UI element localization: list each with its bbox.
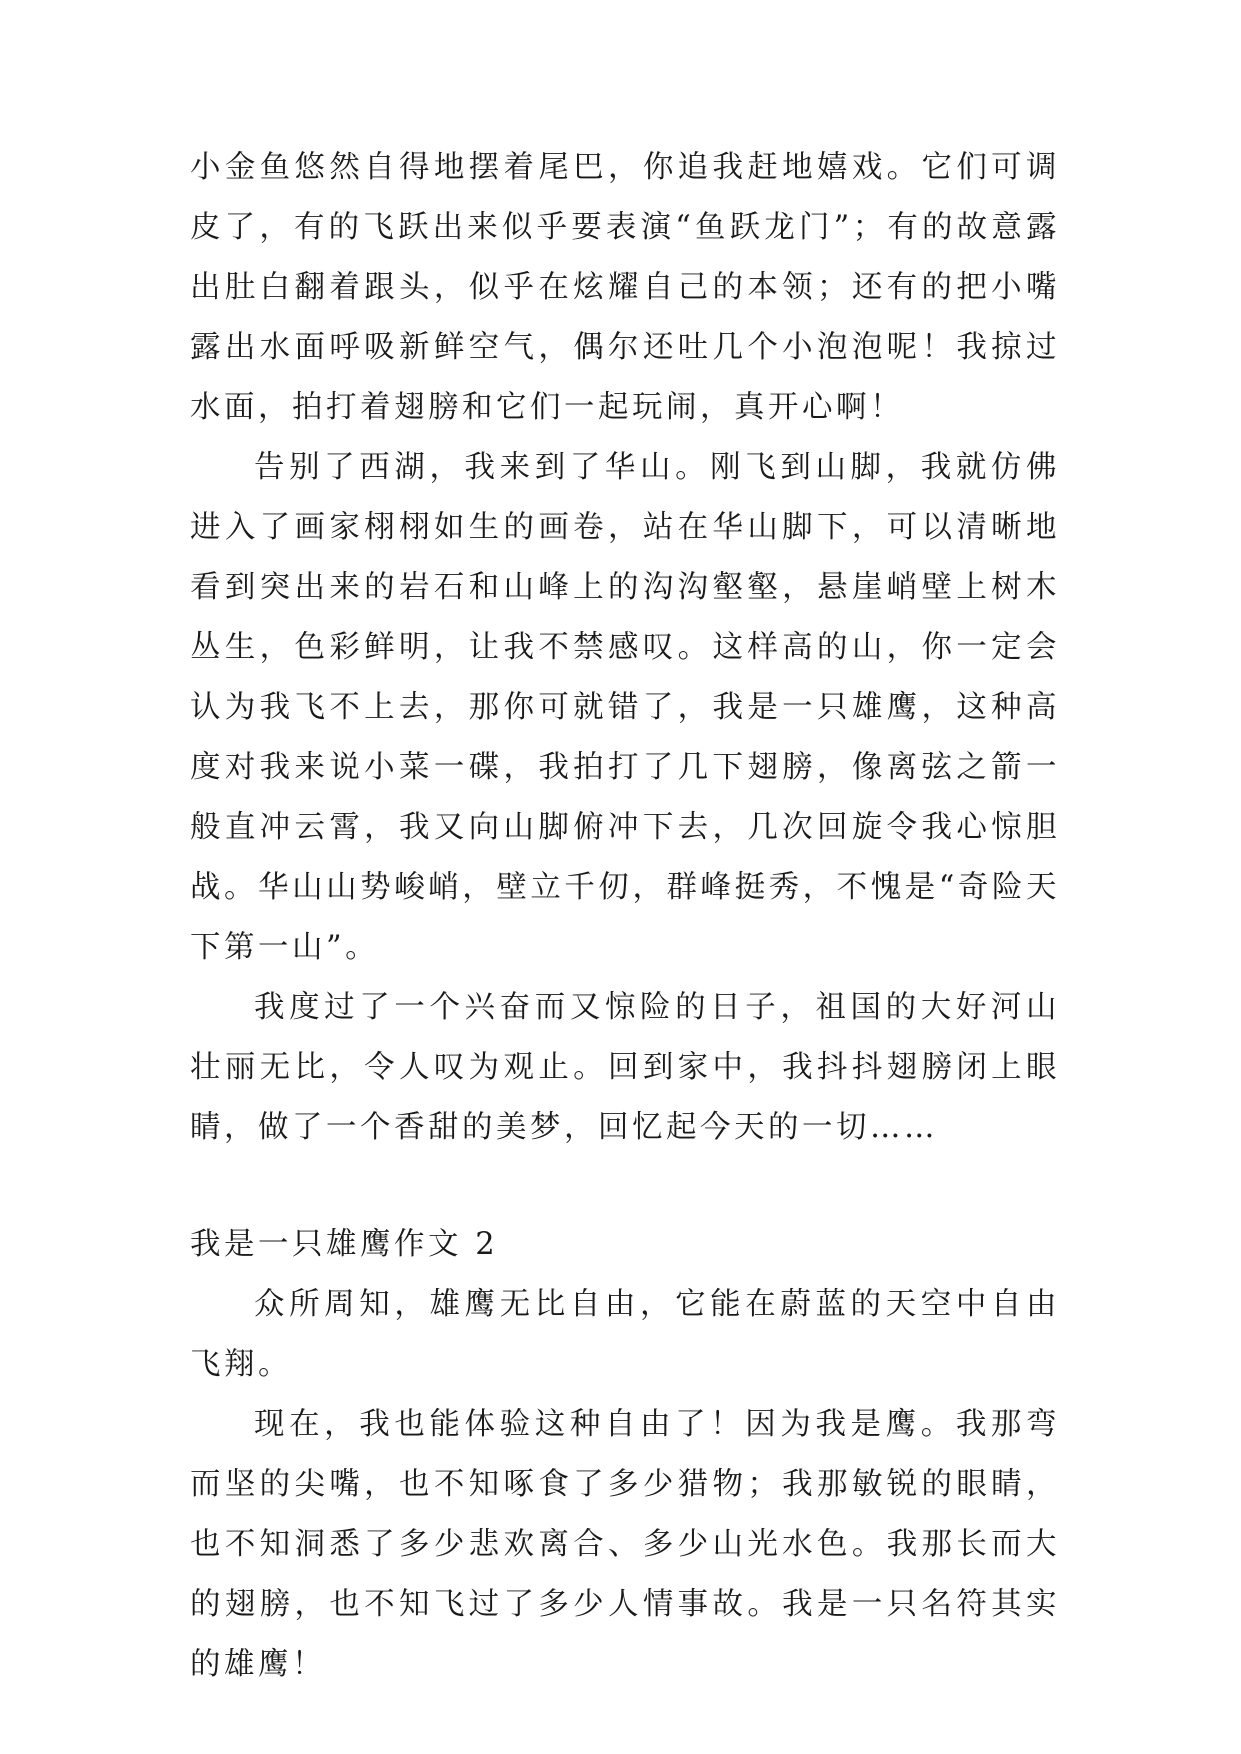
- document-body: [190, 138, 1060, 1695]
- continued-paragraph: 小金鱼悠然自得地摆着尾巴，你追我赶地嬉戏。它们可调皮了，有的飞跃出来似乎要表演“鱼跃龙门”；有的故意露出肚白翻着跟头，似乎在炫耀自己的本领；还有的把小嘴露出水面呼吸新鲜空气，偶尔还吐几个小泡泡呢！我掠过水面，拍打着翅膀和它们一起玩闹，真开心啊！: [190, 150, 1060, 425]
- essay2-paragraph-1: 众所周知，雄鹰无比自由，它能在蔚蓝的天空中自由飞翔。: [190, 1287, 1060, 1382]
- paragraph-ending: 我度过了一个兴奋而又惊险的日子，祖国的大好河山壮丽无比，令人叹为观止。回到家中，我抖抖翅膀闭上眼睛，做了一个香甜的美梦，回忆起今天的一切……: [190, 990, 1060, 1145]
- essay-title: 我是一只雄鹰作文 2: [190, 1227, 499, 1262]
- essay2-paragraph-2: 现在，我也能体验这种自由了！因为我是鹰。我那弯而坚的尖嘴，也不知啄食了多少猎物；我那敏锐的眼睛，也不知洞悉了多少悲欢离合、多少山光水色。我那长而大的翅膀，也不知飞过了多少人情事故。我是一只名符其实的雄鹰！: [190, 1407, 1060, 1682]
- paragraph-huashan: 告别了西湖，我来到了华山。刚飞到山脚，我就仿佛进入了画家栩栩如生的画卷，站在华山脚下，可以清晰地看到突出来的岩石和山峰上的沟沟壑壑，悬崖峭壁上树木丛生，色彩鲜明，让我不禁感叹。这样高的山，你一定会认为我飞不上去，那你可就错了，我是一只雄鹰，这种高度对我来说小菜一碟，我拍打了几下翅膀，像离弦之箭一般直冲云霄，我又向山脚俯冲下去，几次回旋令我心惊胆战。华山山势峻峭，壁立千仞，群峰挺秀，不愧是“奇险天下第一山”。: [190, 450, 1060, 965]
